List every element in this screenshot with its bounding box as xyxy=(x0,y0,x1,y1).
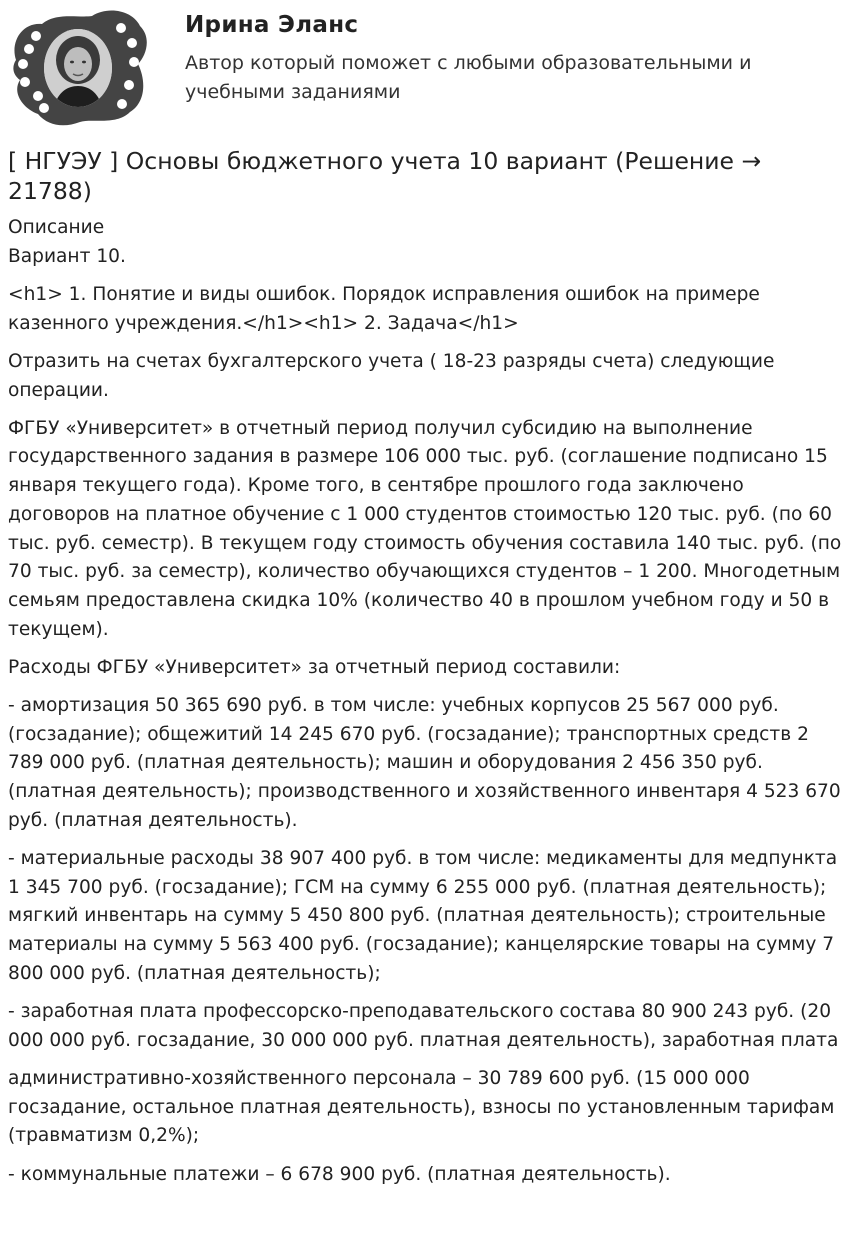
description-label: Описание xyxy=(8,217,105,238)
paragraph: ФГБУ «Университет» в отчетный период получил субсидию на выполнение государственного задания в размере 106 000 тыс. руб. (соглашение подписано 15 января текущего года). Кроме того, в сентябре прошлого года заключено договоров на платное обучение с 1 000 студентов стоимостью 120 тыс. руб. (по 60 тыс. руб. семестр). В текущем году стоимость обучения составила 140 тыс. руб. (по 70 тыс. руб. за семестр), количество обучающихся студентов – 1 200. Многодетным семьям предоставлена скидка 10% (количество 40 в прошлом учебном году и 50 в текущем). xyxy=(8,417,842,640)
description-body xyxy=(8,214,843,1199)
paragraph: - материальные расходы 38 907 400 руб. в том числе: медикаменты для медпункта 1 345 700 руб. (госзадание); ГСМ на сумму 6 255 000 руб. (платная деятельность); мягкий инвентарь на сумму 5 450 800 руб. (платная деятельность); строительные материалы на сумму 5 563 400 руб. (госзадание); канцелярские товары на сумму 7 800 000 руб. (платная деятельность); xyxy=(8,848,838,984)
author-avatar xyxy=(8,8,150,126)
paragraph: - заработная плата профессорско-преподавательского состава 80 900 243 руб. (20 000 000 руб. госзадание, 30 000 000 руб. платная деятельность), заработная плата xyxy=(8,1001,839,1051)
page-title: [ НГУЭУ ] Основы бюджетного учета 10 вариант (Решение → 21788) xyxy=(8,147,762,205)
paragraph: - коммунальные платежи – 6 678 900 руб. (платная деятельность). xyxy=(8,1163,671,1185)
variant-label: Вариант 10. xyxy=(8,245,126,267)
paragraph: <h1> 1. Понятие и виды ошибок. Порядок исправления ошибок на примере казенного учреждения.</h1><h1> 2. Задача</h1> xyxy=(8,283,760,334)
paragraph: Отразить на счетах бухгалтерского учета ( 18-23 разряды счета) следующие операции. xyxy=(8,350,775,401)
author-header xyxy=(0,0,847,135)
author-name[interactable]: Ирина Эланс xyxy=(185,12,359,38)
paragraph: - амортизация 50 365 690 руб. в том числе: учебных корпусов 25 567 000 руб. (госзадание); общежитий 14 245 670 руб. (госзадание); транспортных средств 2 789 000 руб. (платная деятельность); машин и оборудования 2 456 350 руб. (платная деятельность); производственного и хозяйственного инвентаря 4 523 670 руб. (платная деятельность). xyxy=(8,695,841,831)
author-description: Автор который поможет с любыми образовательными и учебными заданиями xyxy=(185,52,752,103)
paragraph: административно-хозяйственного персонала – 30 789 600 руб. (15 000 000 госзадание, остальное платная деятельность), взносы по установленным тарифам (травматизм 0,2%); xyxy=(8,1067,835,1147)
paragraph: Расходы ФГБУ «Университет» за отчетный период составили: xyxy=(8,656,621,678)
